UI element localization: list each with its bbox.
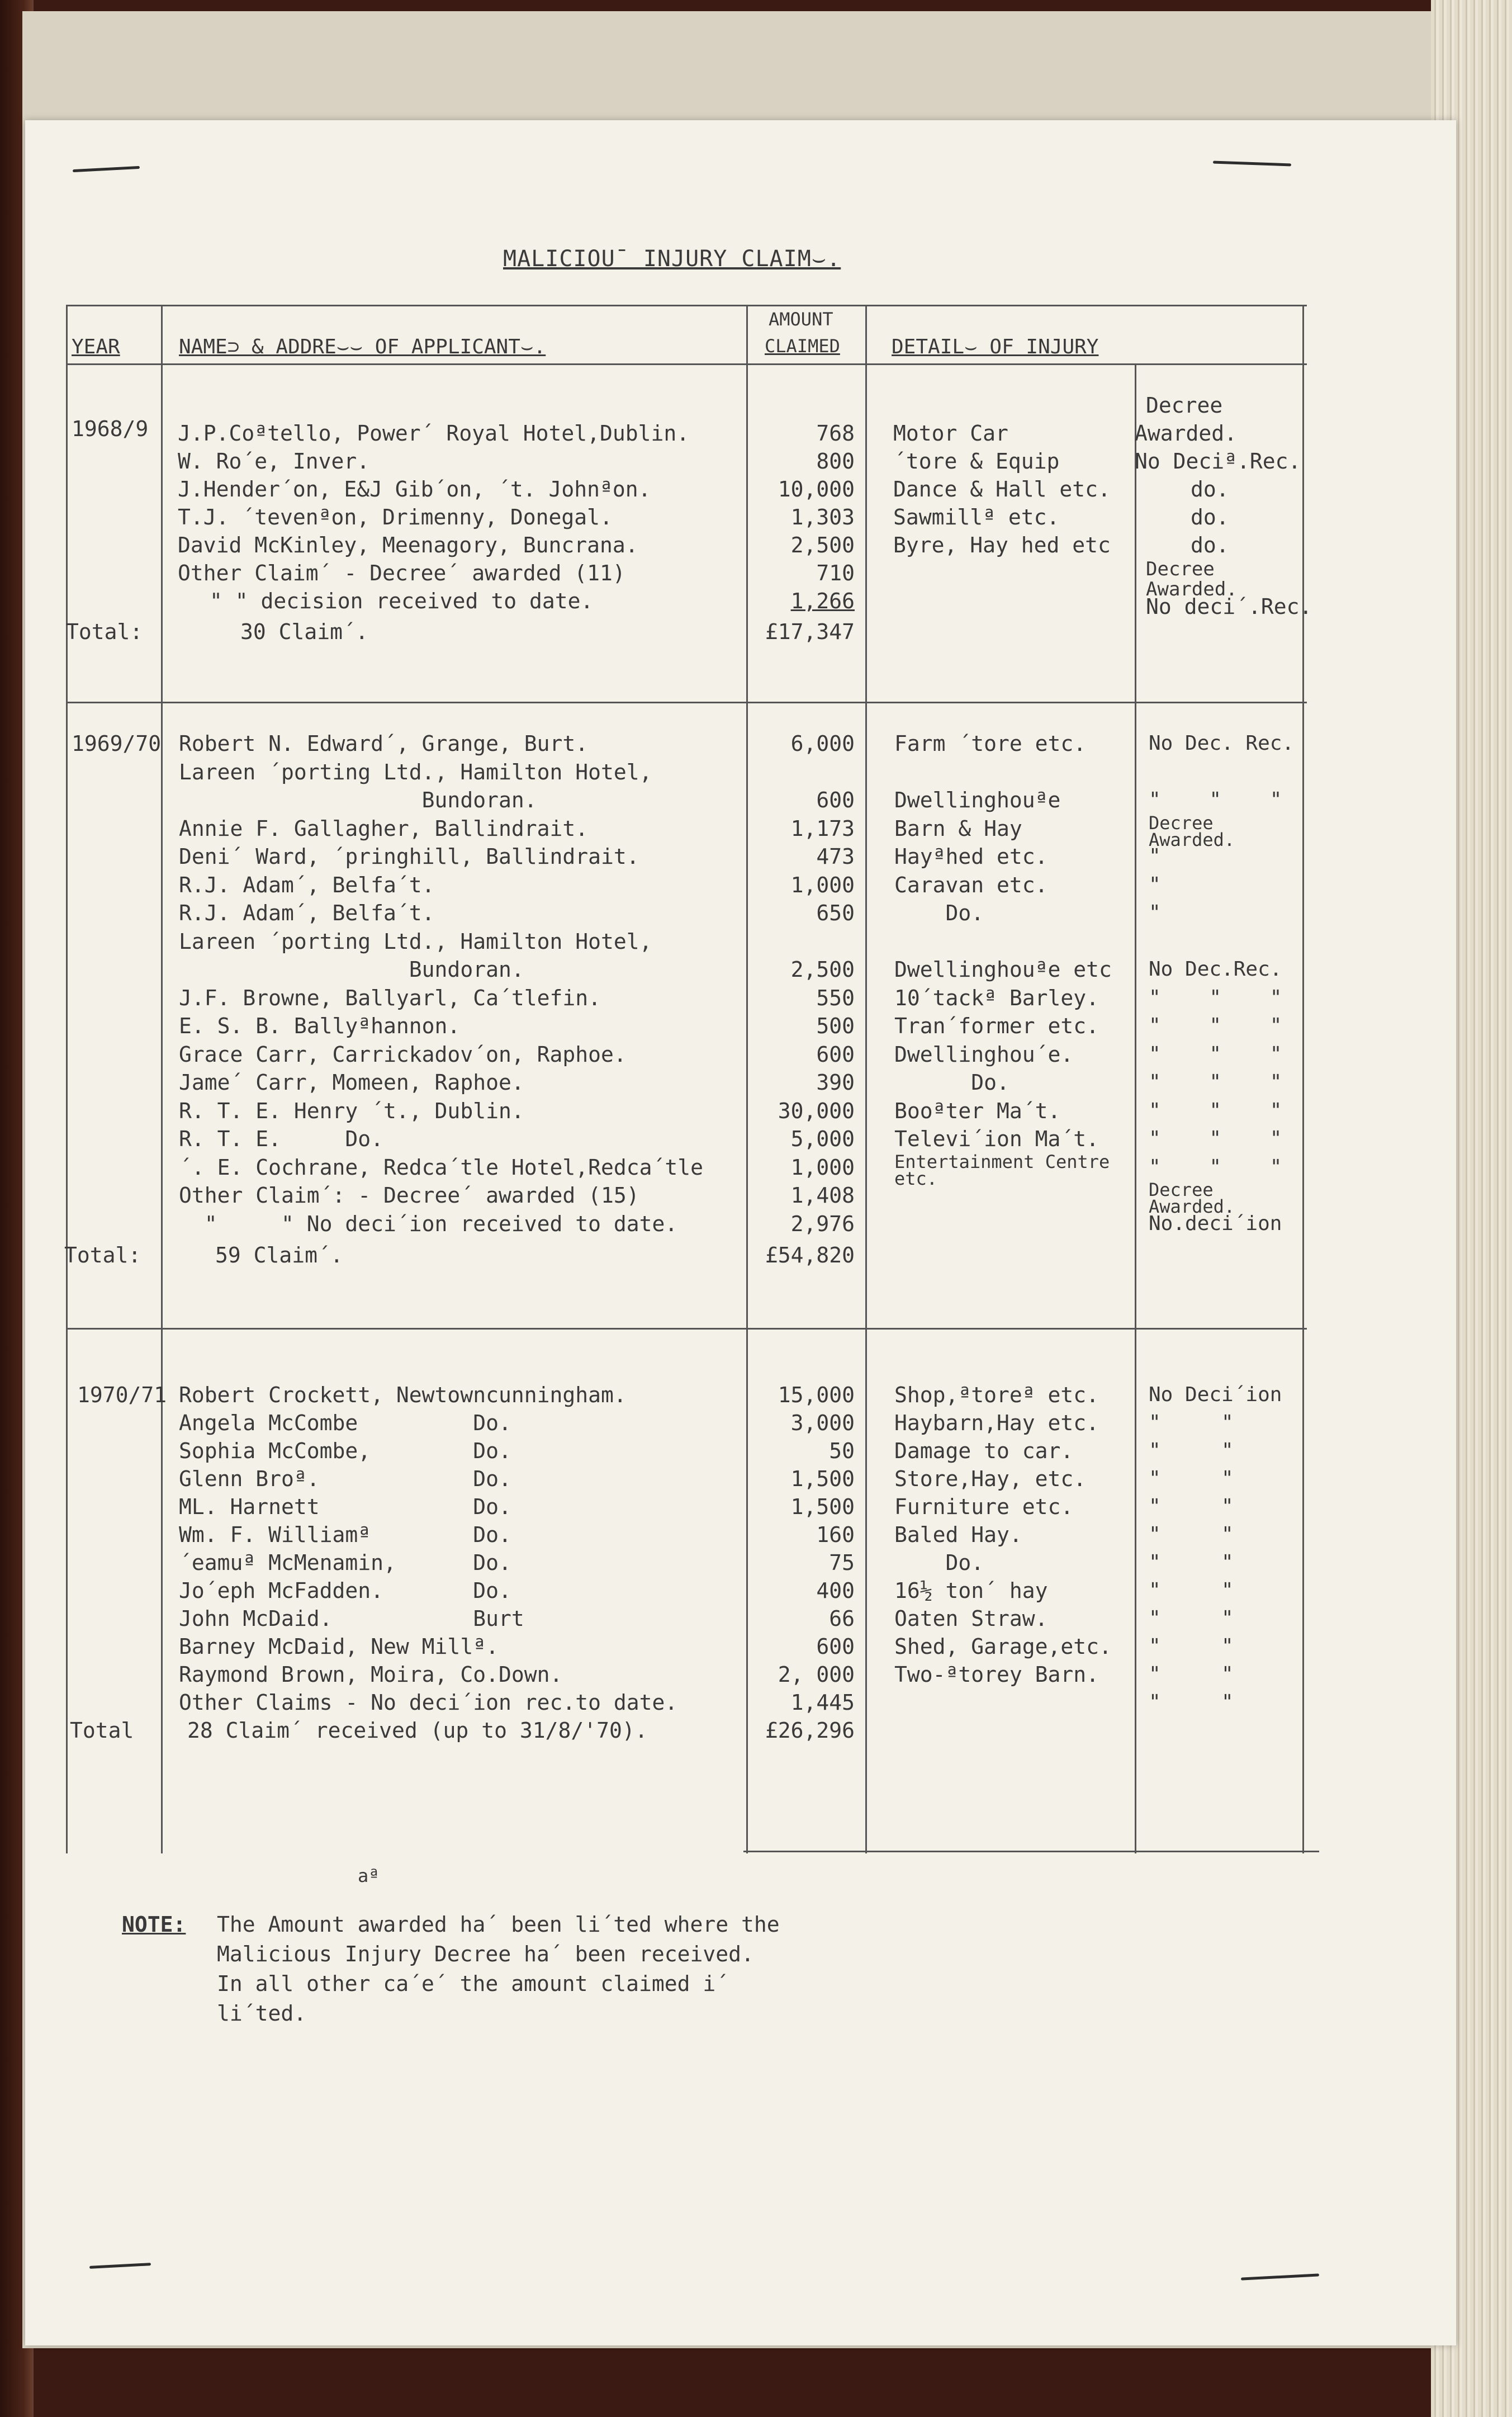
amount-section_1969-8: 2,500 bbox=[790, 957, 855, 982]
name-1968-6: " " decision received to date. bbox=[210, 589, 594, 613]
amount-1968-2: 10,000 bbox=[778, 477, 855, 502]
decision-section_1970-8: " " bbox=[1149, 1607, 1234, 1630]
amount-section_1970-2: 50 bbox=[829, 1439, 855, 1463]
decision-section_1969-15: " " " bbox=[1149, 1155, 1282, 1179]
decision-section_1969-6: " bbox=[1149, 901, 1161, 924]
detail-section_1970-7: 16½ ton´ hay bbox=[894, 1578, 1048, 1603]
amount-section_1969-4: 473 bbox=[816, 844, 855, 869]
amount-section_1969-11: 600 bbox=[816, 1042, 855, 1067]
amount-section_1970-3: 1,500 bbox=[790, 1467, 855, 1491]
amount-section_1969-10: 500 bbox=[816, 1014, 855, 1038]
detail-section_1969-8: Dwellinghouªe etc bbox=[894, 957, 1112, 982]
name-section_1970-5: Wm. F. Williamª Do. bbox=[179, 1522, 511, 1547]
amount-1968-5: 710 bbox=[816, 561, 855, 585]
amount-section_1969-16: 1,408 bbox=[790, 1183, 855, 1208]
decision-1968-4: do. bbox=[1191, 505, 1229, 529]
decision-section_1969-10: " " " bbox=[1149, 1014, 1282, 1037]
decision-section_1970-4: " " bbox=[1149, 1495, 1234, 1518]
amount-section_1969-14: 5,000 bbox=[790, 1127, 855, 1151]
name-section_1970-1: Angela McCombe Do. bbox=[179, 1411, 511, 1435]
detail-section_1970-8: Oaten Straw. bbox=[894, 1606, 1048, 1631]
detail-section_1970-1: Haybarn,Hay etc. bbox=[894, 1411, 1099, 1435]
name-section_1970-10: Raymond Brown, Moira, Co.Down. bbox=[179, 1662, 563, 1687]
detail-section_1970-2: Damage to car. bbox=[894, 1439, 1074, 1463]
name-section_1970-4: ML. Harnett Do. bbox=[179, 1494, 511, 1519]
decision-section_1970-7: " " bbox=[1149, 1579, 1234, 1602]
decision-1968-1: Awarded. bbox=[1135, 421, 1238, 446]
total-claims-1969: 59 Claim´. bbox=[215, 1243, 343, 1267]
column-rule-amount bbox=[746, 305, 748, 1853]
amount-section_1969-2: 600 bbox=[816, 788, 855, 812]
detail-section_1969-0: Farm ´tore etc. bbox=[894, 731, 1087, 756]
name-section_1969-1: Lareen ´porting Ltd., Hamilton Hotel, bbox=[179, 759, 652, 784]
decision-section_1970-10: " " bbox=[1149, 1663, 1234, 1686]
detail-section_1970-5: Baled Hay. bbox=[894, 1522, 1022, 1547]
detail-section_1969-2: Dwellinghouªe bbox=[894, 788, 1061, 812]
amount-section_1969-3: 1,173 bbox=[790, 816, 855, 841]
section-rule-1970 bbox=[66, 1328, 1307, 1330]
name-section_1970-2: Sophia McCombe, Do. bbox=[179, 1439, 511, 1463]
header-amount-line2: CLAIMED bbox=[765, 335, 840, 357]
total-amount-1970: £26,296 bbox=[765, 1718, 855, 1743]
name-1968-0: J.P.Coªtello, Power´ Royal Hotel,Dublin. bbox=[178, 421, 690, 446]
name-section_1969-2: Bundoran. bbox=[179, 788, 537, 812]
name-1968-3: T.J. ´tevenªon, Drimenny, Donegal. bbox=[178, 505, 613, 529]
column-rule-name bbox=[161, 305, 163, 1853]
amount-section_1970-4: 1,500 bbox=[790, 1494, 855, 1519]
amount-section_1969-13: 30,000 bbox=[778, 1098, 855, 1123]
name-section_1969-10: E. S. B. Ballyªhannon. bbox=[179, 1014, 461, 1038]
decision-section_1969-0: No Dec. Rec. bbox=[1149, 732, 1295, 755]
table-left-rule bbox=[66, 305, 68, 1853]
decision-1968-0: Decree bbox=[1146, 393, 1223, 418]
decision-section_1970-9: " " bbox=[1149, 1635, 1234, 1658]
detail-section_1969-5: Caravan etc. bbox=[894, 872, 1048, 897]
amount-section_1970-1: 3,000 bbox=[790, 1411, 855, 1435]
detail-section_1969-3: Barn & Hay bbox=[894, 816, 1022, 841]
amount-1968-0: 768 bbox=[816, 421, 855, 446]
amount-section_1969-15: 1,000 bbox=[790, 1155, 855, 1180]
total-amount-1968: £17,347 bbox=[765, 619, 855, 644]
total-label-1970: Total bbox=[70, 1718, 134, 1743]
header-details: DETAIL⌣ OF INJURY bbox=[892, 335, 1099, 358]
note-insert: aª bbox=[358, 1865, 380, 1886]
detail-1968-3: Sawmillª etc. bbox=[893, 505, 1060, 529]
total-claims-1968: 30 Claim´. bbox=[240, 619, 368, 644]
column-rule-details bbox=[865, 305, 867, 1853]
year-1968: 1968/9 bbox=[72, 417, 149, 441]
amount-section_1970-0: 15,000 bbox=[778, 1383, 855, 1407]
decision-1968-3: do. bbox=[1191, 477, 1229, 502]
decision-section_1970-3: " " bbox=[1149, 1467, 1234, 1490]
detail-section_1970-0: Shop,ªtoreª etc. bbox=[894, 1383, 1099, 1407]
name-section_1970-3: Glenn Broª. Do. bbox=[179, 1467, 511, 1491]
detail-section_1969-13: Booªter Ma´t. bbox=[894, 1098, 1061, 1123]
year-1970: 1970/71 bbox=[77, 1383, 167, 1407]
amount-section_1969-12: 390 bbox=[816, 1070, 855, 1095]
amount-1968-1: 800 bbox=[816, 449, 855, 474]
decision-section_1969-11: " " " bbox=[1149, 1042, 1282, 1066]
name-section_1969-0: Robert N. Edward´, Grange, Burt. bbox=[179, 731, 589, 756]
name-section_1969-7: Lareen ´porting Ltd., Hamilton Hotel, bbox=[179, 929, 652, 954]
decision-section_1969-8: No Dec.Rec. bbox=[1149, 958, 1282, 981]
header-names: NAME⊃ & ADDRE⌣⌣ OF APPLICANT⌣. bbox=[179, 335, 546, 358]
decision-1968-6: Decree Awarded. bbox=[1146, 558, 1238, 600]
decision-section_1970-1: " " bbox=[1149, 1411, 1234, 1434]
name-section_1969-17: " " No deci´ion received to date. bbox=[179, 1211, 678, 1236]
name-section_1969-8: Bundoran. bbox=[179, 957, 524, 982]
amount-1968-4: 2,500 bbox=[790, 533, 855, 557]
detail-section_1970-10: Two-ªtorey Barn. bbox=[894, 1662, 1099, 1687]
detail-section_1970-6: Do. bbox=[894, 1550, 984, 1575]
name-section_1969-11: Grace Carr, Carrickadov´on, Raphoe. bbox=[179, 1042, 627, 1067]
name-section_1969-15: ´. E. Cochrane, Redca´tle Hotel,Redca´tle bbox=[179, 1155, 703, 1180]
note-label: NOTE: bbox=[122, 1912, 186, 1937]
total-amount-1969: £54,820 bbox=[765, 1243, 855, 1267]
header-year: YEAR bbox=[72, 335, 120, 358]
name-section_1969-6: R.J. Adam´, Belfa´t. bbox=[179, 901, 435, 925]
decision-section_1969-13: " " " bbox=[1149, 1099, 1282, 1122]
decision-section_1970-2: " " bbox=[1149, 1439, 1234, 1462]
decision-section_1969-17: No.deci´ion bbox=[1149, 1212, 1282, 1235]
amount-section_1969-9: 550 bbox=[816, 985, 855, 1010]
detail-1968-2: Dance & Hall etc. bbox=[893, 477, 1111, 502]
name-1968-4: David McKinley, Meenagory, Buncrana. bbox=[178, 533, 638, 557]
detail-section_1969-11: Dwellinghou´e. bbox=[894, 1042, 1074, 1067]
year-1969: 1969/70 bbox=[72, 731, 162, 756]
decision-section_1969-14: " " " bbox=[1149, 1127, 1282, 1150]
decision-section_1969-3: Decree Awarded. bbox=[1149, 812, 1235, 850]
decision-section_1969-5: " bbox=[1149, 873, 1161, 896]
amount-section_1969-5: 1,000 bbox=[790, 872, 855, 897]
amount-section_1970-10: 2, 000 bbox=[778, 1662, 855, 1687]
section-rule-1969 bbox=[66, 702, 1307, 703]
total-claims-1970: 28 Claim´ received (up to 31/8/'70). bbox=[187, 1718, 648, 1743]
decision-section_1969-9: " " " bbox=[1149, 986, 1282, 1009]
decision-section_1969-16: Decree Awarded. bbox=[1149, 1179, 1235, 1217]
detail-section_1969-15: Entertainment Centre etc. bbox=[894, 1151, 1110, 1189]
detail-section_1969-12: Do. bbox=[894, 1070, 1009, 1095]
name-section_1969-5: R.J. Adam´, Belfa´t. bbox=[179, 872, 435, 897]
name-section_1970-0: Robert Crockett, Newtowncunningham. bbox=[179, 1383, 627, 1407]
name-section_1969-4: Deni´ Ward, ´pringhill, Ballindrait. bbox=[179, 844, 639, 869]
decision-section_1970-0: No Deci´ion bbox=[1149, 1383, 1282, 1406]
detail-section_1970-9: Shed, Garage,etc. bbox=[894, 1634, 1112, 1659]
amount-section_1970-5: 160 bbox=[816, 1522, 855, 1547]
table-top-rule bbox=[66, 305, 1307, 306]
name-section_1969-9: J.F. Browne, Ballyarl, Ca´tlefin. bbox=[179, 985, 601, 1010]
detail-section_1969-6: Do. bbox=[894, 901, 984, 925]
decision-section_1969-4: " bbox=[1149, 845, 1161, 868]
page-title: MALICIOU¯ INJURY CLAIM⌣. bbox=[503, 246, 841, 272]
note-line-3: li´ted. bbox=[217, 2001, 307, 2026]
decision-section_1969-12: " " " bbox=[1149, 1071, 1282, 1094]
name-section_1970-8: John McDaid. Burt bbox=[179, 1606, 524, 1631]
table-right-rule bbox=[1302, 305, 1304, 1853]
name-section_1970-11: Other Claims - No deci´ion rec.to date. bbox=[179, 1690, 678, 1715]
header-rule bbox=[66, 363, 1307, 365]
amount-1968-6: 1,266 bbox=[790, 589, 855, 613]
detail-section_1970-4: Furniture etc. bbox=[894, 1494, 1074, 1519]
amount-1968-3: 1,303 bbox=[790, 505, 855, 529]
detail-section_1969-9: 10´tackª Barley. bbox=[894, 985, 1099, 1010]
note-line-2: In all other ca´e´ the amount claimed i´ bbox=[217, 1971, 729, 1996]
name-section_1969-12: Jame´ Carr, Momeen, Raphoe. bbox=[179, 1070, 524, 1095]
decision-section_1970-11: " " bbox=[1149, 1691, 1234, 1714]
decision-1968-5: do. bbox=[1191, 533, 1229, 557]
decision-section_1970-6: " " bbox=[1149, 1551, 1234, 1574]
name-section_1969-14: R. T. E. Do. bbox=[179, 1127, 384, 1151]
name-section_1969-16: Other Claim´: - Decree´ awarded (15) bbox=[179, 1183, 639, 1208]
detail-1968-4: Byre, Hay hed etc bbox=[893, 533, 1111, 557]
amount-section_1970-9: 600 bbox=[816, 1634, 855, 1659]
decision-1968-extra: No deci´.Rec. bbox=[1146, 594, 1312, 619]
name-section_1969-3: Annie F. Gallagher, Ballindrait. bbox=[179, 816, 589, 841]
amount-section_1969-17: 2,976 bbox=[790, 1211, 855, 1236]
amount-section_1970-11: 1,445 bbox=[790, 1690, 855, 1715]
name-1968-1: W. Ro´e, Inver. bbox=[178, 449, 370, 474]
amount-section_1970-8: 66 bbox=[829, 1606, 855, 1631]
detail-section_1969-14: Televi´ion Ma´t. bbox=[894, 1127, 1099, 1151]
amount-section_1970-6: 75 bbox=[829, 1550, 855, 1575]
note-line-0: The Amount awarded ha´ been li´ted where the bbox=[217, 1912, 780, 1937]
amount-section_1970-7: 400 bbox=[816, 1578, 855, 1603]
name-1968-2: J.Hender´on, E&J Gib´on, ´t. Johnªon. bbox=[178, 477, 651, 502]
detail-section_1969-4: Hayªhed etc. bbox=[894, 844, 1048, 869]
decision-section_1970-5: " " bbox=[1149, 1523, 1234, 1546]
decision-1968-2: No Deciª.Rec. bbox=[1135, 449, 1301, 474]
detail-1968-0: Motor Car bbox=[893, 421, 1008, 446]
name-1968-5: Other Claim´ - Decree´ awarded (11) bbox=[178, 561, 625, 585]
header-amount-line1: AMOUNT bbox=[769, 309, 833, 330]
detail-1968-1: ´tore & Equip bbox=[893, 449, 1060, 474]
note-line-1: Malicious Injury Decree ha´ been received. bbox=[217, 1942, 754, 1966]
total-label-1969: Total: bbox=[64, 1243, 141, 1267]
detail-section_1970-3: Store,Hay, etc. bbox=[894, 1467, 1087, 1491]
amount-section_1969-0: 6,000 bbox=[790, 731, 855, 756]
amount-section_1969-6: 650 bbox=[816, 901, 855, 925]
column-rule-decision bbox=[1135, 363, 1136, 1853]
total-label-1968: Total: bbox=[66, 619, 143, 644]
name-section_1970-7: Jo´eph McFadden. Do. bbox=[179, 1578, 511, 1603]
detail-section_1969-10: Tran´former etc. bbox=[894, 1014, 1099, 1038]
name-section_1970-6: ´eamuª McMenamin, Do. bbox=[179, 1550, 511, 1575]
name-section_1970-9: Barney McDaid, New Millª. bbox=[179, 1634, 499, 1659]
table-bottom-rule bbox=[743, 1851, 1319, 1852]
decision-section_1969-2: " " " bbox=[1149, 788, 1282, 811]
name-section_1969-13: R. T. E. Henry ´t., Dublin. bbox=[179, 1098, 524, 1123]
